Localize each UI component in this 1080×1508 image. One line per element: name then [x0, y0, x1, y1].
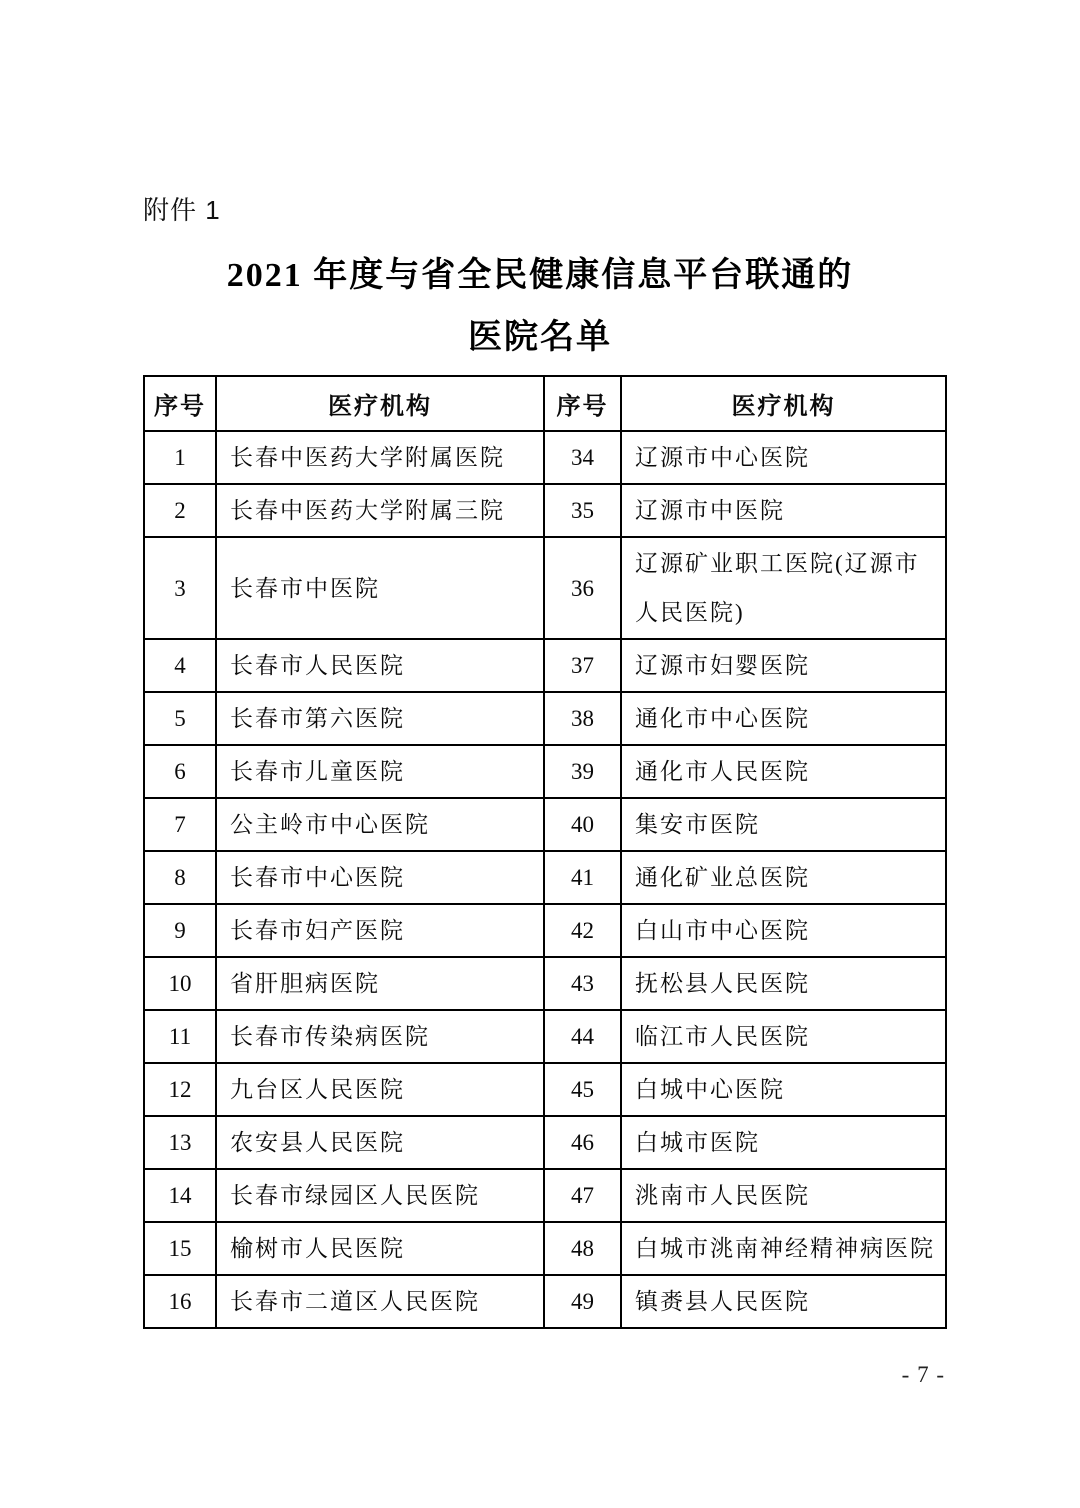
- serial-number-left: 6: [144, 745, 216, 798]
- serial-number-left: 9: [144, 904, 216, 957]
- hospital-name-right: 通化市人民医院: [621, 745, 946, 798]
- hospital-name-right: 洮南市人民医院: [621, 1169, 946, 1222]
- table-row: [144, 1169, 946, 1222]
- hospital-name-right: 辽源市中心医院: [621, 431, 946, 484]
- hospital-name-left: 长春中医药大学附属医院: [216, 431, 544, 484]
- hospital-name-right: 通化市中心医院: [621, 692, 946, 745]
- serial-number-right: 45: [544, 1063, 621, 1116]
- hospital-name-right: 辽源矿业职工医院(辽源市人民医院): [621, 537, 946, 639]
- serial-number-right: 46: [544, 1116, 621, 1169]
- hospital-name-right: 抚松县人民医院: [621, 957, 946, 1010]
- hospital-name-right: 临江市人民医院: [621, 1010, 946, 1063]
- serial-number-left: 12: [144, 1063, 216, 1116]
- serial-number-left: 8: [144, 851, 216, 904]
- table-row: [144, 639, 946, 692]
- hospital-name-left: 长春市中医院: [216, 537, 544, 639]
- hospital-name-left: 长春市绿园区人民医院: [216, 1169, 544, 1222]
- hospital-name-right: 通化矿业总医院: [621, 851, 946, 904]
- hospital-name-left: 长春市儿童医院: [216, 745, 544, 798]
- table-row: [144, 851, 946, 904]
- serial-number-right: 38: [544, 692, 621, 745]
- header-serial-right: 序号: [544, 376, 621, 431]
- hospital-table-body: [144, 431, 946, 1328]
- hospital-name-right: 白山市中心医院: [621, 904, 946, 957]
- hospital-name-right: 镇赉县人民医院: [621, 1275, 946, 1328]
- serial-number-left: 5: [144, 692, 216, 745]
- table-row: [144, 1063, 946, 1116]
- page-title-line2: 医院名单: [468, 319, 612, 356]
- serial-number-left: 3: [144, 537, 216, 639]
- serial-number-right: 36: [544, 537, 621, 639]
- serial-number-left: 4: [144, 639, 216, 692]
- hospital-name-right: 白城市医院: [621, 1116, 946, 1169]
- table-row: [144, 957, 946, 1010]
- hospital-name-right: 白城市洮南神经精神病医院: [621, 1222, 946, 1275]
- attachment-label: 附件 1: [143, 195, 221, 225]
- serial-number-left: 2: [144, 484, 216, 537]
- serial-number-right: 39: [544, 745, 621, 798]
- table-row: [144, 1275, 946, 1328]
- serial-number-right: 35: [544, 484, 621, 537]
- table-row: [144, 431, 946, 484]
- hospital-name-right: 白城中心医院: [621, 1063, 946, 1116]
- hospital-name-right: 集安市医院: [621, 798, 946, 851]
- serial-number-right: 43: [544, 957, 621, 1010]
- serial-number-right: 40: [544, 798, 621, 851]
- table-row: [144, 1222, 946, 1275]
- hospital-name-left: 长春市妇产医院: [216, 904, 544, 957]
- serial-number-left: 7: [144, 798, 216, 851]
- hospital-name-left: 省肝胆病医院: [216, 957, 544, 1010]
- page-title-line1: 2021 年度与省全民健康信息平台联通的: [226, 257, 854, 294]
- serial-number-left: 15: [144, 1222, 216, 1275]
- serial-number-left: 11: [144, 1010, 216, 1063]
- hospital-name-left: 长春市传染病医院: [216, 1010, 544, 1063]
- hospital-name-left: 农安县人民医院: [216, 1116, 544, 1169]
- table-row: [144, 537, 946, 639]
- serial-number-right: 41: [544, 851, 621, 904]
- serial-number-right: 42: [544, 904, 621, 957]
- hospital-name-left: 九台区人民医院: [216, 1063, 544, 1116]
- serial-number-left: 14: [144, 1169, 216, 1222]
- hospital-name-left: 长春市人民医院: [216, 639, 544, 692]
- table-row: [144, 484, 946, 537]
- serial-number-right: 34: [544, 431, 621, 484]
- hospital-name-right: 辽源市中医院: [621, 484, 946, 537]
- hospital-name-right: 辽源市妇婴医院: [621, 639, 946, 692]
- serial-number-left: 16: [144, 1275, 216, 1328]
- table-row: [144, 745, 946, 798]
- table-row: [144, 798, 946, 851]
- serial-number-right: 47: [544, 1169, 621, 1222]
- hospital-name-left: 长春中医药大学附属三院: [216, 484, 544, 537]
- page-number: - 7 -: [901, 1362, 945, 1387]
- table-row: [144, 1116, 946, 1169]
- hospital-name-left: 长春市第六医院: [216, 692, 544, 745]
- serial-number-right: 48: [544, 1222, 621, 1275]
- table-row: [144, 692, 946, 745]
- hospital-table: [143, 375, 947, 1329]
- header-institution-left: 医疗机构: [216, 376, 544, 431]
- serial-number-left: 13: [144, 1116, 216, 1169]
- serial-number-left: 10: [144, 957, 216, 1010]
- table-row: [144, 1010, 946, 1063]
- header-serial-left: 序号: [144, 376, 216, 431]
- table-header-row: [144, 376, 946, 431]
- table-row: [144, 904, 946, 957]
- hospital-name-left: 长春市二道区人民医院: [216, 1275, 544, 1328]
- hospital-name-left: 榆树市人民医院: [216, 1222, 544, 1275]
- header-institution-right: 医疗机构: [621, 376, 946, 431]
- serial-number-right: 44: [544, 1010, 621, 1063]
- hospital-name-left: 长春市中心医院: [216, 851, 544, 904]
- serial-number-left: 1: [144, 431, 216, 484]
- serial-number-right: 49: [544, 1275, 621, 1328]
- serial-number-right: 37: [544, 639, 621, 692]
- hospital-name-left: 公主岭市中心医院: [216, 798, 544, 851]
